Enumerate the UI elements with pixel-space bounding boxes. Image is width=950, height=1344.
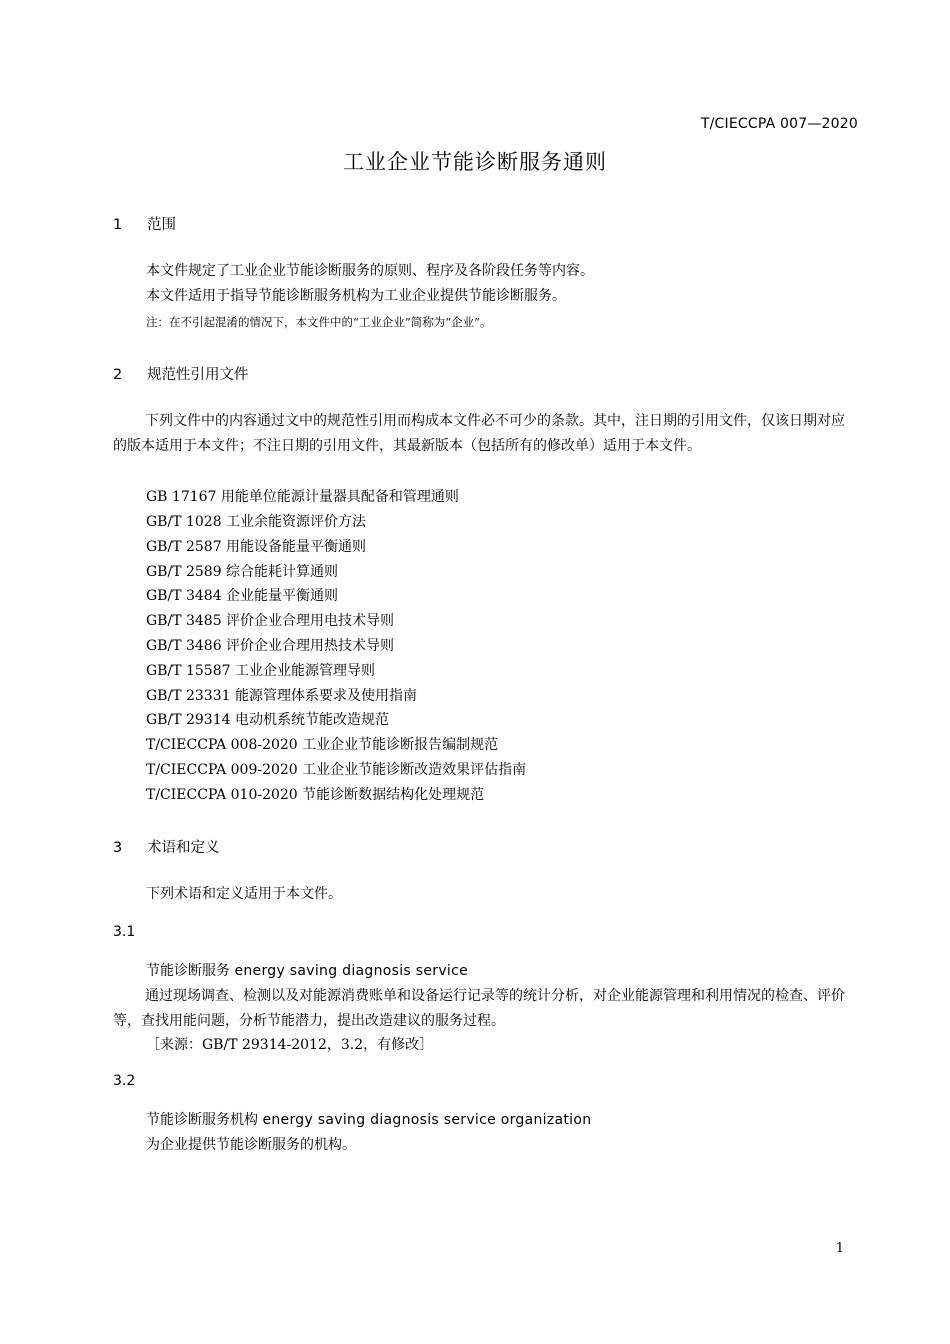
term-number: 3.1 <box>113 924 136 940</box>
document-code: T/CIECCPA 007—2020 <box>700 116 858 132</box>
reference-item: GB 17167 用能单位能源计量器具配备和管理通则 <box>146 489 459 505</box>
reference-item: GB/T 3485 评价企业合理用电技术导则 <box>146 613 395 629</box>
reference-item: T/CIECCPA 010-2020 节能诊断数据结构化处理规范 <box>146 787 485 803</box>
section-3-intro: 下列术语和定义适用于本文件。 <box>146 886 342 902</box>
section-title: 范围 <box>147 217 176 233</box>
section-number: 3 <box>113 840 123 856</box>
term-number: 3.2 <box>113 1073 136 1089</box>
section-1-paragraph-1: 本文件规定了工业企业节能诊断服务的原则、程序及各阶段任务等内容。 <box>146 263 594 279</box>
section-number: 1 <box>113 217 123 233</box>
term-source: ［来源：GB/T 29314-2012，3.2，有修改］ <box>146 1037 434 1053</box>
page-number: 1 <box>835 1241 844 1256</box>
section-title: 术语和定义 <box>147 840 220 856</box>
section-1-heading <box>113 213 176 234</box>
reference-item: GB/T 29314 电动机系统节能改造规范 <box>146 712 389 728</box>
term-en: energy saving diagnosis service <box>234 963 468 979</box>
term-definition: 为企业提供节能诊断服务的机构。 <box>146 1137 356 1153</box>
reference-item: GB/T 1028 工业余能资源评价方法 <box>146 514 367 530</box>
document-title: 工业企业节能诊断服务通则 <box>343 150 607 174</box>
reference-item: GB/T 3484 企业能量平衡通则 <box>146 588 339 604</box>
section-number: 2 <box>113 367 123 383</box>
section-3-heading <box>113 836 220 857</box>
reference-item: T/CIECCPA 008-2020 工业企业节能诊断报告编制规范 <box>146 737 499 753</box>
term-heading <box>146 1109 591 1129</box>
reference-item: GB/T 3486 评价企业合理用热技术导则 <box>146 638 395 654</box>
term-zh: 节能诊断服务 <box>146 963 230 979</box>
section-title: 规范性引用文件 <box>147 367 249 383</box>
term-en: energy saving diagnosis service organization <box>262 1112 592 1128</box>
reference-item: GB/T 23331 能源管理体系要求及使用指南 <box>146 688 417 704</box>
section-1-note: 注：在不引起混淆的情况下，本文件中的“工业企业”简称为“企业”。 <box>146 315 492 329</box>
reference-item: GB/T 2589 综合能耗计算通则 <box>146 564 339 580</box>
section-2-intro: 下列文件中的内容通过文中的规范性引用而构成本文件必不可少的条款。其中，注日期的引用文件，仅该日期对应的版本适用于本文件；不注日期的引用文件，其最新版本（包括所有的修改单）适用于本文件。 <box>113 413 845 454</box>
reference-item: T/CIECCPA 009-2020 工业企业节能诊断改造效果评估指南 <box>146 762 527 778</box>
term-heading <box>146 960 468 980</box>
term-zh: 节能诊断服务机构 <box>146 1112 258 1128</box>
reference-item: GB/T 15587 工业企业能源管理导则 <box>146 663 375 679</box>
section-1-paragraph-2: 本文件适用于指导节能诊断服务机构为工业企业提供节能诊断服务。 <box>146 288 566 304</box>
term-definition: 通过现场调查、检测以及对能源消费账单和设备运行记录等的统计分析，对企业能源管理和利用情况的检查、评价等，查找用能问题，分析节能潜力，提出改造建议的服务过程。 <box>113 988 845 1029</box>
reference-item: GB/T 2587 用能设备能量平衡通则 <box>146 539 367 555</box>
section-2-heading <box>113 363 249 384</box>
